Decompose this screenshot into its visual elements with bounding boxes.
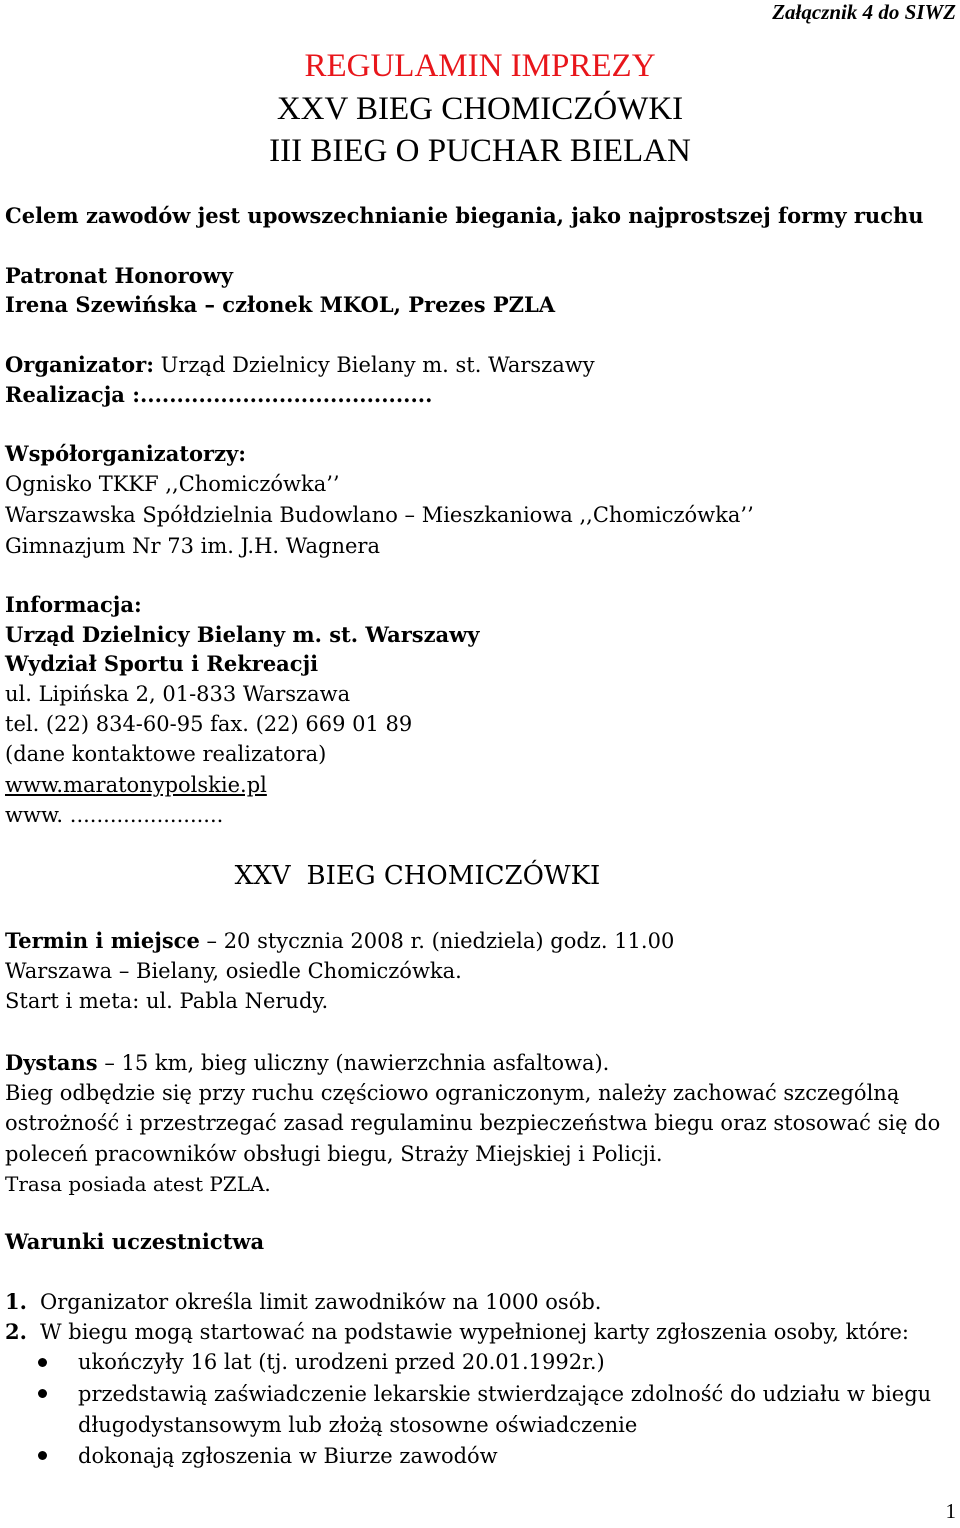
co-organizer-item: Warszawska Spółdzielnia Budowlano – Mieszkaniowa ,,Chomiczówka’’ xyxy=(5,503,754,527)
section-heading-part2: BIEG CHOMICZÓWKI xyxy=(306,861,601,891)
co-organizer-item: Gimnazjum Nr 73 im. J.H. Wagnera xyxy=(5,534,380,558)
distance-paragraph-line: Bieg odbędzie się przy ruchu częściowo ograniczonym, należy zachować szczególną xyxy=(5,1081,900,1105)
event-subtitle: III BIEG O PUCHAR BIELAN xyxy=(269,133,691,169)
page-number: 1 xyxy=(945,1499,956,1523)
realization-line: Realizacja :........................................ xyxy=(5,382,433,407)
bullet-icon xyxy=(38,1389,47,1398)
distance-value: – 15 km, bieg uliczny (nawierzchnia asfaltowa). xyxy=(97,1051,610,1075)
distance-paragraph-line: ostrożność i przestrzegać zasad regulaminu bezpieczeństwa biegu oraz stosować się do xyxy=(5,1111,941,1135)
information-phone: tel. (22) 834-60-95 fax. (22) 669 01 89 xyxy=(5,712,413,736)
information-address: ul. Lipińska 2, 01-833 Warszawa xyxy=(5,682,351,706)
list-item: W biegu mogą startować na podstawie wypełnionej karty zgłoszenia osoby, które: xyxy=(40,1320,909,1344)
website-line xyxy=(5,770,267,800)
website-link[interactable]: www.maratonypolskie.pl xyxy=(5,773,267,797)
aim-statement: Celem zawodów jest upowszechnianie biegania, jako najprostszej formy ruchu xyxy=(5,203,924,228)
patron-heading: Patronat Honorowy xyxy=(5,263,233,288)
information-department: Wydział Sportu i Rekreacji xyxy=(5,651,319,676)
distance-line xyxy=(5,1048,609,1078)
distance-label: Dystans xyxy=(5,1050,98,1075)
bullet-item: ukończyły 16 lat (tj. urodzeni przed 20.01.1992r.) xyxy=(78,1350,605,1374)
section-heading-part1: XXV xyxy=(234,861,291,891)
information-heading: Informacja: xyxy=(5,592,142,617)
conditions-heading: Warunki uczestnictwa xyxy=(5,1229,265,1254)
schedule-start: Start i meta: ul. Pabla Nerudy. xyxy=(5,989,329,1013)
schedule-value: – 20 stycznia 2008 r. (niedziela) godz. 11.00 xyxy=(199,929,675,953)
list-item: Organizator określa limit zawodników na 1000 osób. xyxy=(40,1290,602,1314)
organizer-line xyxy=(5,350,595,380)
co-organizer-item: Ognisko TKKF ,,Chomiczówka’’ xyxy=(5,472,340,496)
information-office: Urząd Dzielnicy Bielany m. st. Warszawy xyxy=(5,622,480,647)
list-number: 2. xyxy=(5,1319,27,1344)
co-organizers-heading: Współorganizatorzy: xyxy=(5,441,246,466)
bullet-item: przedstawią zaświadczenie lekarskie stwierdzające zdolność do udziału w biegu xyxy=(78,1382,932,1406)
bullet-icon xyxy=(38,1451,47,1460)
website-placeholder: www. ....................... xyxy=(5,803,224,827)
bullet-item: dokonają zgłoszenia w Biurze zawodów xyxy=(78,1444,498,1468)
bullet-item-continuation: długodystansowym lub złożą stosowne oświadczenie xyxy=(78,1413,638,1437)
section-heading xyxy=(0,861,835,891)
organizer-label: Organizator: xyxy=(5,352,154,377)
organizer-value: Urząd Dzielnicy Bielany m. st. Warszawy xyxy=(153,353,595,377)
event-title: XXV BIEG CHOMICZÓWKI xyxy=(276,91,684,127)
annex-label: Załącznik 4 do SIWZ xyxy=(772,0,956,24)
regulation-title: REGULAMIN IMPREZY xyxy=(304,48,656,84)
list-number: 1. xyxy=(5,1289,27,1314)
schedule-label: Termin i miejsce xyxy=(5,928,200,953)
bullet-icon xyxy=(38,1358,47,1367)
schedule-line xyxy=(5,926,674,956)
schedule-place: Warszawa – Bielany, osiedle Chomiczówka. xyxy=(5,959,462,983)
distance-paragraph-line: poleceń pracowników obsługi biegu, Straży Miejskiej i Policji. xyxy=(5,1142,663,1166)
information-note: (dane kontaktowe realizatora) xyxy=(5,742,327,766)
patron-name: Irena Szewińska – członek MKOL, Prezes PZLA xyxy=(5,292,556,317)
route-certificate: Trasa posiada atest PZLA. xyxy=(5,1172,271,1196)
